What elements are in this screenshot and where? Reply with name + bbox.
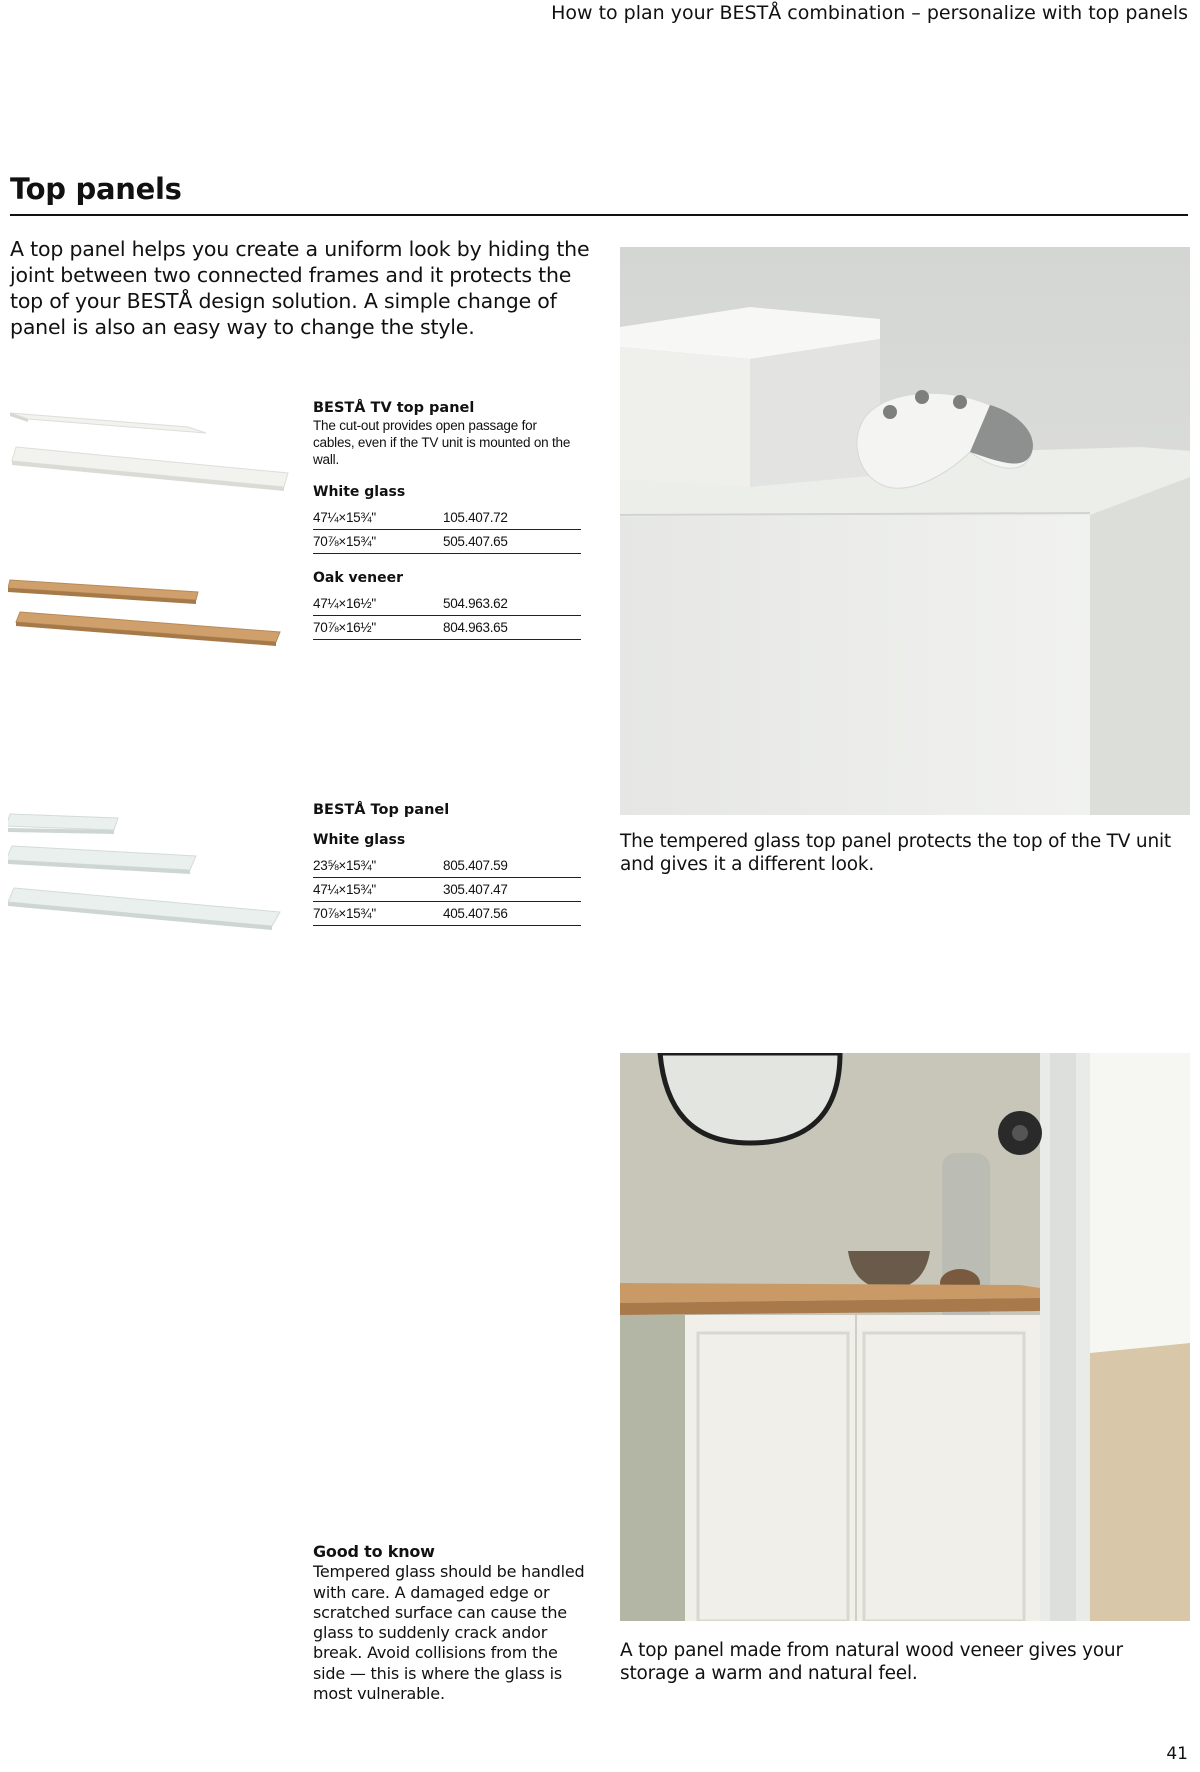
article-number: 105.407.72 [443, 510, 508, 525]
article-number: 405.407.56 [443, 906, 508, 921]
intro-paragraph: A top panel helps you create a uniform look by hiding the joint between two connected frames and it protects the top of your BESTÅ design solution. A simple change of panel is also an easy way to change the style. [10, 237, 590, 339]
top-photo-caption: The tempered glass top panel protects the top of the TV unit and gives it a different look. [620, 831, 1171, 875]
table-row [313, 616, 581, 640]
size-cell: 47¼×15¾" [313, 882, 376, 897]
size-cell: 47¼×16½" [313, 596, 376, 611]
good-to-know-text: Tempered glass should be handled with care. A damaged edge or scratched surface can cause the glass to suddenly crack andor break. Avoid collisions from the side — this is where the glass is most vulnerable. [313, 1562, 585, 1704]
finish-heading: Oak veneer [313, 570, 404, 586]
bottom-photo-caption: A top panel made from natural wood veneer gives your storage a warm and natural feel. [620, 1640, 1123, 1684]
tv-top-panel-white-glass-illustration [8, 405, 298, 495]
table-row [313, 530, 581, 554]
finish-heading: White glass [313, 484, 406, 500]
table-row [313, 878, 581, 902]
page-number: 41 [1166, 1744, 1188, 1764]
good-to-know-heading: Good to know [313, 1542, 435, 1561]
size-cell: 70⅞×15¾" [313, 534, 376, 549]
top-panel-white-glass-illustration [8, 812, 298, 937]
size-cell: 47¼×15¾" [313, 510, 376, 525]
product-name: BESTÅ Top panel [313, 802, 450, 818]
good-to-know-note [313, 1542, 588, 1704]
size-cell: 70⅞×16½" [313, 620, 376, 635]
finish-heading: White glass [313, 832, 406, 848]
table-row [313, 854, 581, 878]
table-row [313, 902, 581, 926]
glass-top-panel-photo [620, 247, 1190, 815]
table-row [313, 592, 581, 616]
page-title: Top panels [10, 172, 182, 206]
article-number: 805.407.59 [443, 858, 508, 873]
size-cell: 70⅞×15¾" [313, 906, 376, 921]
size-cell: 23⅝×15¾" [313, 858, 376, 873]
product-description: The cut-out provides open passage for cables, even if the TV unit is mounted on the wall. [313, 418, 571, 467]
article-number: 505.407.65 [443, 534, 508, 549]
table-row [313, 506, 581, 530]
product-name: BESTÅ TV top panel [313, 400, 475, 416]
top-panel-spec [313, 802, 581, 926]
tv-top-panel-oak-veneer-illustration [8, 572, 298, 652]
article-number: 504.963.62 [443, 596, 508, 611]
tv-top-panel-spec [313, 400, 581, 640]
running-header: How to plan your BESTÅ combination – personalize with top panels [551, 2, 1188, 24]
article-number: 305.407.47 [443, 882, 508, 897]
article-number: 804.963.65 [443, 620, 508, 635]
oak-top-panel-photo [620, 1053, 1190, 1621]
title-divider [10, 214, 1188, 216]
